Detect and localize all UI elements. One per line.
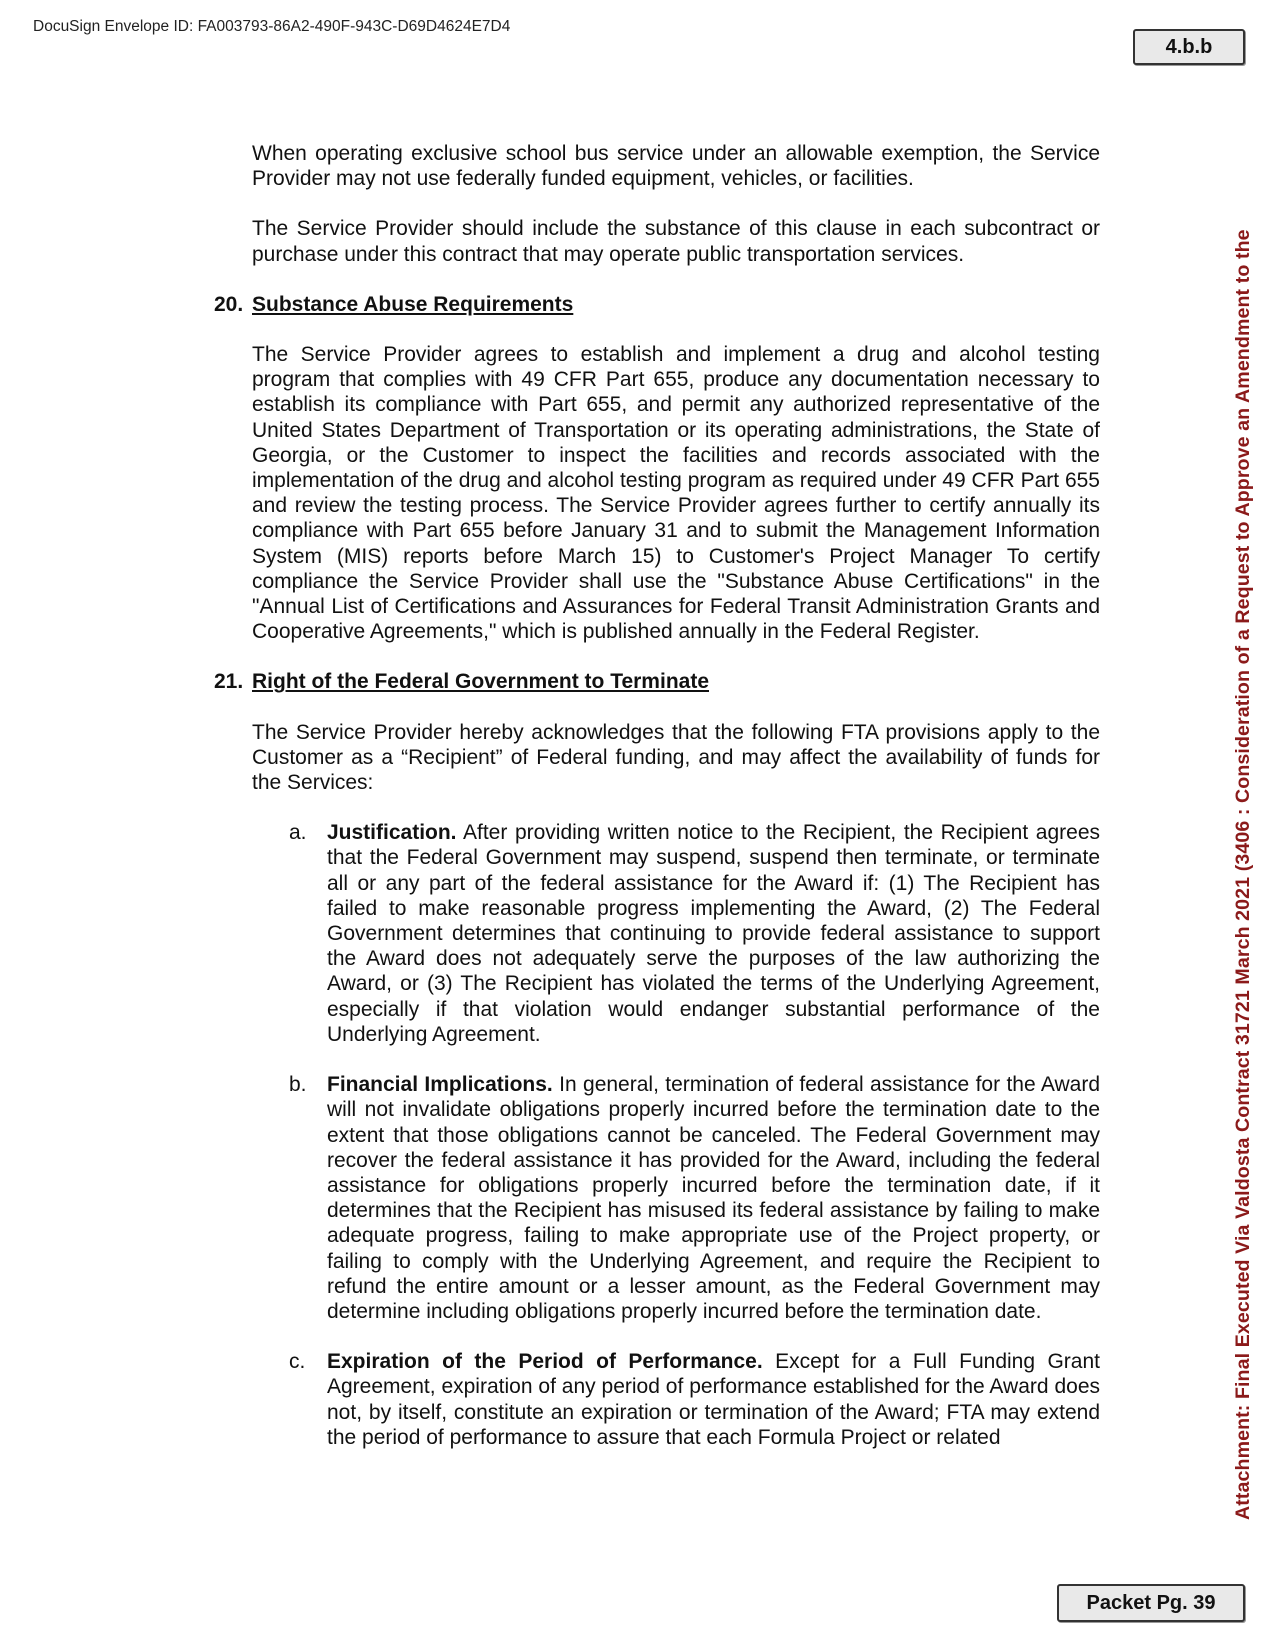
intro-paragraph-2: The Service Provider should include the substance of this clause in each subcontract or purchase under this contract that may operate public transportation services. bbox=[252, 217, 1100, 266]
section-20-paragraph: The Service Provider agrees to establish and implement a drug and alcohol testing program that complies with 49 CFR Part 655, produce any documentation necessary to establish its compliance with Part 655, and permit any authorized representative of the United States Department of Transportation or its operating administrations, the State of Georgia, or the Customer to inspect the facilities and records associated with the implementation of the drug and alcohol testing program as required under 49 CFR Part 655 and review the testing process. The Service Provider agrees further to certify annually its compliance with Part 655 before January 31 and to submit the Management Information System (MIS) reports before March 15) to Customer's Project Manager To certify compliance the Service Provider shall use the "Substance Abuse Certifications" in the "Annual List of Certifications and Assurances for Federal Transit Administration Grants and Cooperative Agreements," which is published annually in the Federal Register. bbox=[252, 343, 1100, 644]
item-lead: Justification. bbox=[327, 821, 457, 845]
agenda-tag-label: 4.b.b bbox=[1165, 35, 1213, 58]
section-21-heading bbox=[214, 669, 1100, 694]
section-20-heading bbox=[214, 292, 1100, 317]
section-title: Right of the Federal Government to Terminate bbox=[252, 670, 709, 694]
provision-list bbox=[252, 820, 1100, 1450]
provision-item-financial-implications bbox=[289, 1072, 1101, 1324]
envelope-id: DocuSign Envelope ID: FA003793-86A2-490F-943C-D69D4624E7D4 bbox=[33, 18, 511, 35]
item-letter: b. bbox=[289, 1073, 307, 1097]
item-letter: c. bbox=[289, 1350, 306, 1374]
item-text: In general, termination of federal assistance for the Award will not invalidate obligations properly incurred before the termination date to the extent that those obligations cannot be canceled. The Federal Government may recover the federal assistance it has provided for the Award, including the federal assistance for obligations properly incurred before the termination date, if it determines that the Recipient has misused its federal assistance by failing to make adequate progress, failing to make appropriate use of the Project property, or failing to comply with the Underlying Agreement, and require the Recipient to refund the entire amount or a lesser amount, as the Federal Government may determine including obligations properly incurred before the termination date. bbox=[327, 1073, 1101, 1323]
section-number: 20. bbox=[214, 292, 244, 316]
item-lead: Expiration of the Period of Performance. bbox=[327, 1350, 763, 1374]
section-21-paragraph: The Service Provider hereby acknowledges that the following FTA provisions apply to the Customer as a “Recipient” of Federal funding, and may affect the availability of funds for the Services: bbox=[252, 720, 1100, 795]
provision-item-justification bbox=[289, 820, 1100, 1047]
item-letter: a. bbox=[289, 821, 307, 845]
section-title: Substance Abuse Requirements bbox=[252, 292, 574, 316]
section-number: 21. bbox=[214, 670, 244, 694]
agenda-tag bbox=[1133, 29, 1245, 65]
provision-item-expiration bbox=[289, 1349, 1100, 1450]
item-lead: Financial Implications. bbox=[327, 1073, 553, 1097]
packet-page-label: Packet Pg. 39 bbox=[1086, 1591, 1216, 1614]
item-text: After providing written notice to the Recipient, the Recipient agrees that the Federal Government may suspend, suspend then terminate, or terminate all or any part of the federal assistance for the Award if: (1) The Recipient has failed to make reasonable progress implementing the Award, (2) The Federal Government determines that continuing to provide federal assistance to support the Award does not adequately serve the purposes of the law authorizing the Award, or (3) The Recipient has violated the terms of the Underlying Agreement, especially if that violation would endanger substantial performance of the Underlying Agreement. bbox=[327, 821, 1100, 1046]
item-text: Except for a Full Funding Grant Agreement, expiration of any period of performance established for the Award does not, by itself, constitute an expiration or termination of the Award; FTA may extend the period of performance to assure that each Formula Project or related bbox=[327, 1350, 1100, 1449]
document-body bbox=[214, 141, 1101, 1475]
intro-paragraph-1: When operating exclusive school bus service under an allowable exemption, the Service Provider may not use federally funded equipment, vehicles, or facilities. bbox=[252, 142, 1100, 191]
attachment-side-note: Attachment: Final Executed Via Valdosta Contract 31721 March 2021 (3406 : Consideration of a Request to Approve an Amendment to the bbox=[1232, 229, 1254, 1520]
packet-page-box bbox=[1057, 1584, 1245, 1622]
